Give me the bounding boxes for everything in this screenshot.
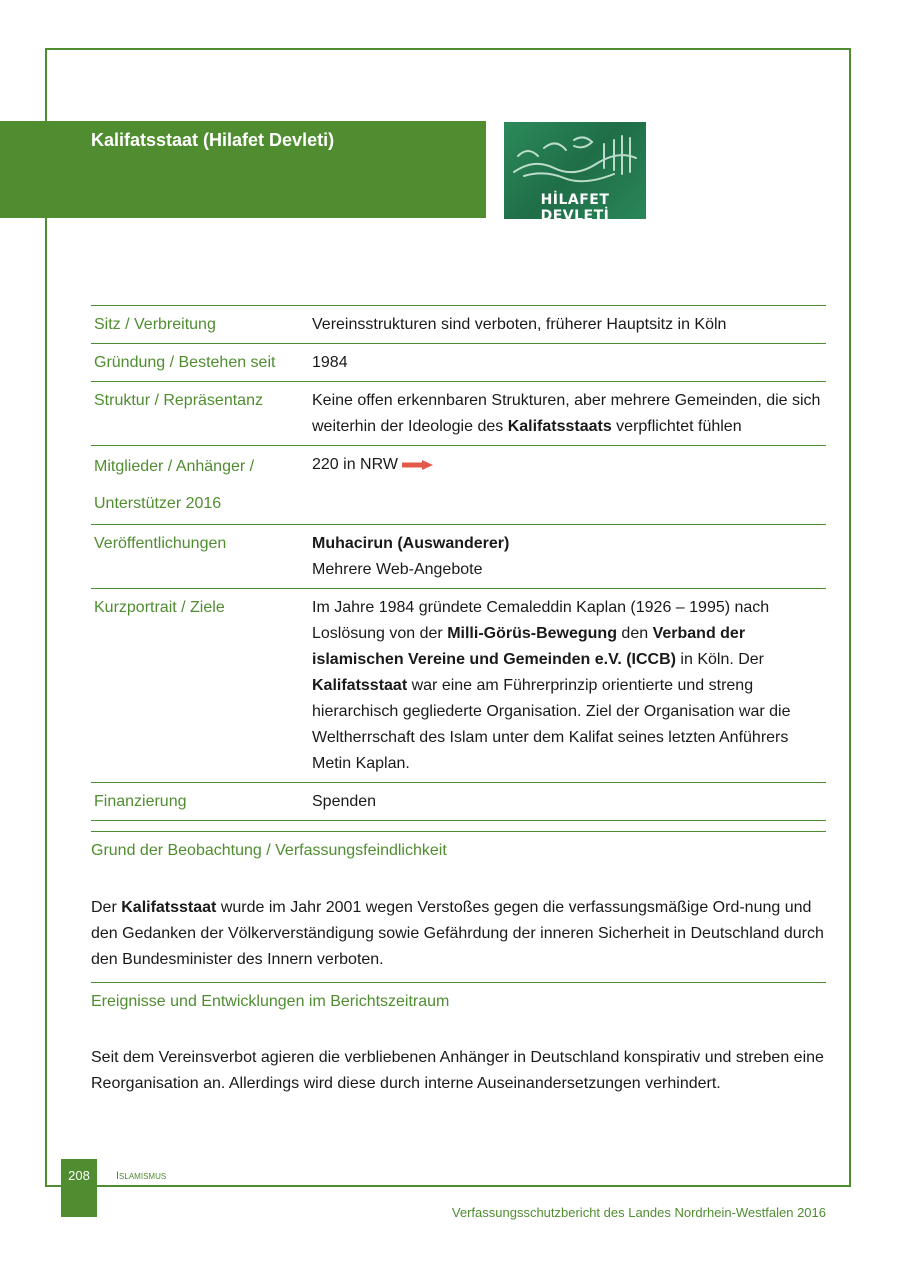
row-label: Finanzierung — [94, 793, 187, 810]
right-arrow-icon — [402, 459, 434, 471]
table-row — [91, 525, 826, 589]
row-value: Keine offen erkennbaren Strukturen, aber mehrere Gemeinden, die sich weiterhin der Ideologie des Kalifatsstaats verpflichtet fühlen — [312, 392, 821, 435]
publication-footer: Verfassungsschutzbericht des Landes Nordrhein-Westfalen 2016 — [451, 1205, 826, 1220]
organization-flag — [504, 122, 646, 219]
row-label: Mitglieder / Anhänger / Unterstützer 2016 — [94, 458, 255, 512]
row-value: Im Jahre 1984 gründete Cemaleddin Kaplan (1926 – 1995) nach Loslösung von der Milli-Görüs-Bewegung den Verband der islamischen Vereine und Gemeinden e.V. (ICCB) in Köln. Der Kalifatsstaat war eine am Führerprinzip orientierte und streng hierarchisch gegliederte Organisation. Ziel der Organisation war die Weltherrschaft des Islam unter dem Kalifat seines letzten Anführers Metin Kaplan. — [312, 599, 791, 772]
calligraphy-emblem — [504, 128, 646, 186]
table-row — [91, 306, 826, 344]
section-heading-grund: Grund der Beobachtung / Verfassungsfeindlichkeit — [91, 831, 826, 860]
row-value: 1984 — [312, 354, 348, 371]
page-title: Kalifatsstaat (Hilafet Devleti) — [91, 130, 335, 150]
section-heading-ereignisse: Ereignisse und Entwicklungen im Berichtszeitraum — [91, 982, 826, 1011]
row-value: Vereinsstrukturen sind verboten, früherer Hauptsitz in Köln — [312, 316, 727, 333]
flag-caption: HİLAFET DEVLETİ — [540, 192, 610, 219]
table-row — [91, 589, 826, 783]
info-table — [91, 305, 826, 821]
row-label: Veröffentlichungen — [94, 535, 227, 552]
page-number: 208 — [68, 1168, 90, 1183]
row-label: Kurzportrait / Ziele — [94, 599, 225, 616]
table-row — [91, 783, 826, 821]
section-text-ereignisse: Seit dem Vereinsverbot agieren die verbliebenen Anhänger in Deutschland konspirativ und streben eine Reorganisation an. Allerdings wird diese durch interne Auseinandersetzungen verhindert. — [91, 1049, 824, 1092]
table-row — [91, 344, 826, 382]
row-value — [312, 446, 826, 525]
row-label: Struktur / Repräsentanz — [94, 392, 263, 409]
running-head: Islamismus — [116, 1170, 167, 1182]
table-row — [91, 446, 826, 525]
member-count: 220 in NRW — [312, 456, 398, 473]
section-text-grund: Der Kalifatsstaat wurde im Jahr 2001 wegen Verstoßes gegen die verfassungsmäßige Ord-nung und den Gedanken der Völkerverständigung sowie Gefährdung der inneren Sicherheit in Deutschland durch den Bundesminister des Innern verboten. — [91, 899, 824, 968]
row-value: Spenden — [312, 793, 377, 810]
row-label: Gründung / Bestehen seit — [94, 354, 276, 371]
table-row — [91, 382, 826, 446]
row-label: Sitz / Verbreitung — [94, 316, 216, 333]
row-value: Muhacirun (Auswanderer) Mehrere Web-Angebote — [312, 535, 510, 578]
